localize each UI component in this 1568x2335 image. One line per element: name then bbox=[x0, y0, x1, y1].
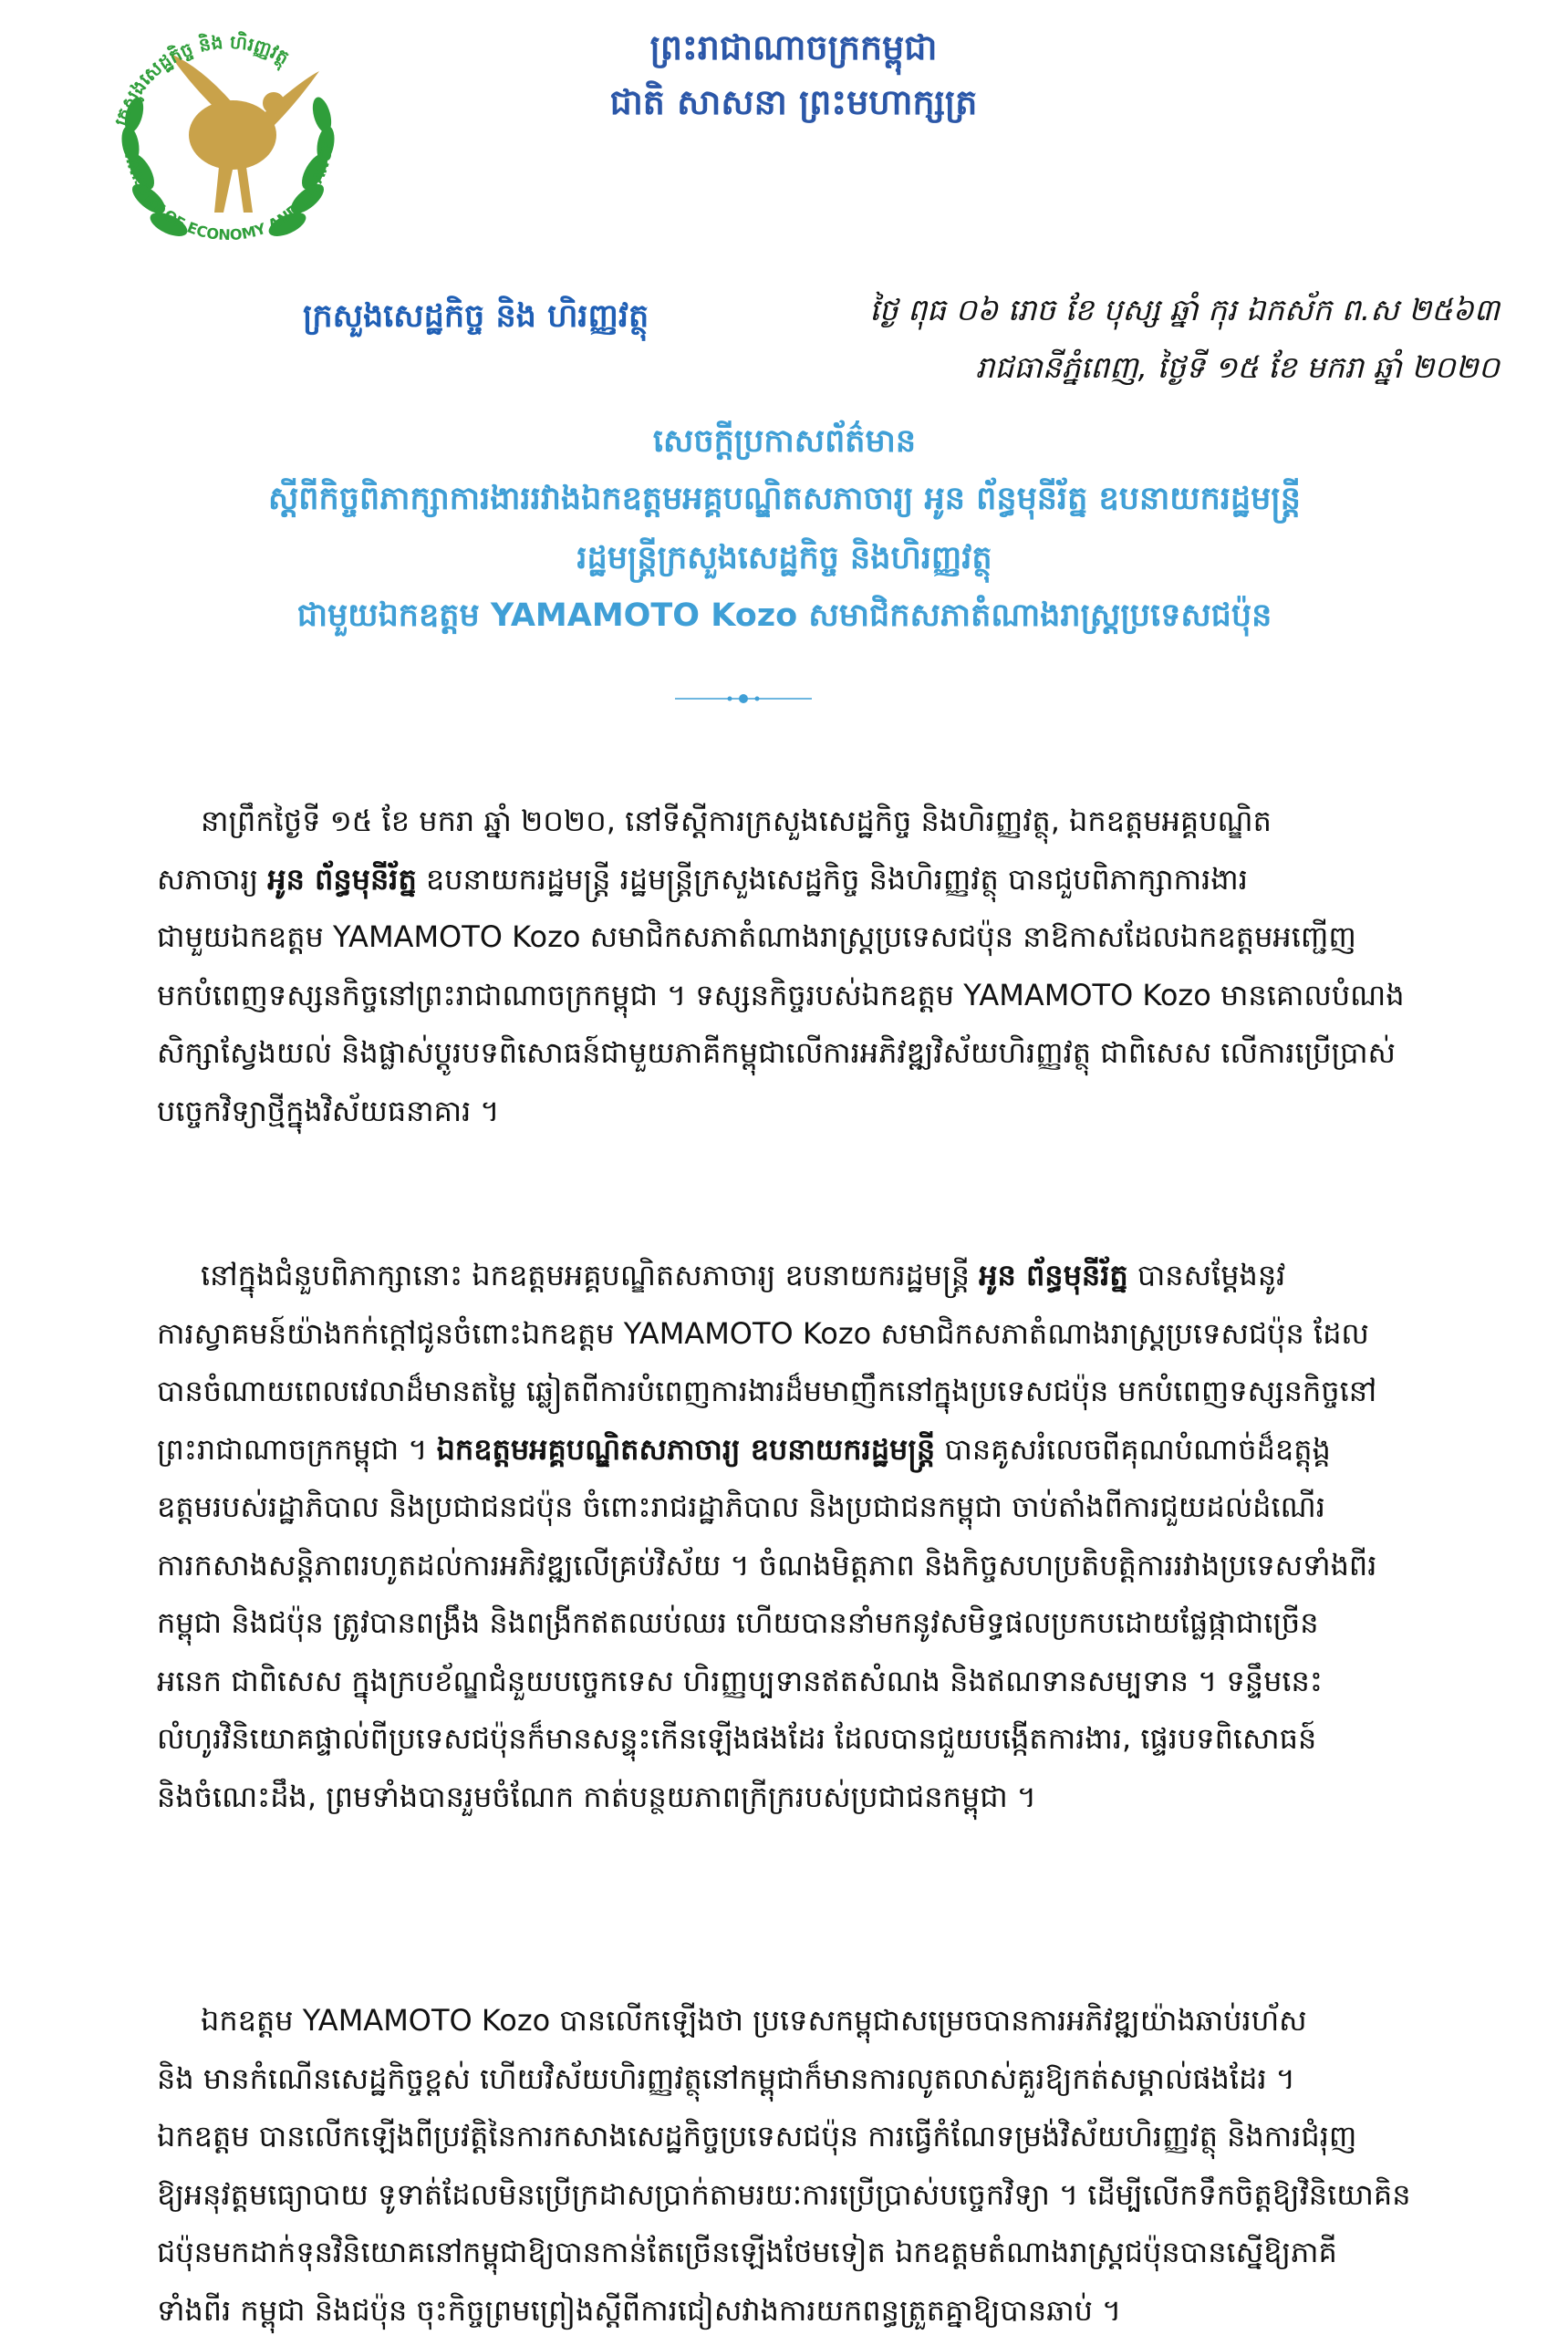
body-line: ទាំងពីរ កម្ពុជា និងជប៉ុន ចុះកិច្ចព្រមព្រៀងស្តីពីការជៀសវាងការយកពន្ធត្រួតគ្នាឱ្យបានឆាប់ ។ bbox=[157, 2292, 1122, 2328]
logo-khmer-text: ក្រសួងសេដ្ឋកិច្ច និង ហិរញ្ញវត្ថុ bbox=[109, 30, 294, 129]
body-line: បច្ចេកវិទ្យាថ្មីក្នុងវិស័យធនាគារ ។ bbox=[157, 1093, 500, 1128]
body-line: សិក្សាស្វែងយល់ និងផ្លាស់ប្តូរបទពិសោធន៍ជាមួយភាគីកម្ពុជាលើការអភិវឌ្ឍវិស័យហិរញ្ញវត្ថុ ជាពិសេស លើការប្រើប្រាស់ bbox=[157, 1035, 1397, 1070]
body-line bbox=[157, 861, 1498, 904]
text-segment: សភាចារ្យ bbox=[157, 861, 268, 897]
solar-date: រាជធានីភ្នំពេញ, ថ្ងៃទី ១៥ ខែ មករា ឆ្នាំ ២០២០ bbox=[975, 349, 1500, 385]
text-segment: ព្រះរាជាណាចក្រកម្ពុជា ។ bbox=[157, 1431, 437, 1467]
bird-emblem-icon bbox=[169, 53, 319, 213]
body-line: អនេក ជាពិសេស ក្នុងក្របខ័ណ្ឌជំនួយបច្ចេកទេស ហិរញ្ញប្បទានឥតសំណង និងឥណទានសម្បទាន ។ ទន្ទឹមនេះ bbox=[157, 1663, 1323, 1698]
bold-name: ឯកឧត្តមអគ្គបណ្ឌិតសភាចារ្យ ឧបនាយករដ្ឋមន្ត្រី bbox=[436, 1431, 936, 1467]
body-line: លំហូរវិនិយោគផ្ទាល់ពីប្រទេសជប៉ុនក៏មានសន្ទុះកើនឡើងផងដែរ ដែលបានជួយបង្កើតការងារ, ផ្ទេរបទពិសោធន៍ bbox=[157, 1721, 1317, 1756]
lunar-date: ថ្ងៃ ពុធ ០៦ រោច ខែ បុស្ស ឆ្នាំ កុរ ឯកស័ក ព.ស ២៥៦៣ bbox=[869, 292, 1500, 327]
body-line: មកបំពេញទស្សនកិច្ចនៅព្រះរាជាណាចក្រកម្ពុជា ។ ទស្សនកិច្ចរបស់ឯកឧត្តម YAMAMOTO Kozo មានគោលបំណង bbox=[157, 977, 1405, 1012]
logo-text: MINISTRY OF ECONOMY AND FINANCE bbox=[119, 140, 337, 244]
ornament-divider-icon bbox=[675, 691, 812, 706]
body-line: ការកសាងសន្តិភាពរហូតដល់ការអភិវឌ្ឍលើគ្រប់វិស័យ ។ ចំណងមិត្តភាព និងកិច្ចសហប្រតិបត្តិការរវាងប្រទេសទាំងពីរ bbox=[157, 1547, 1377, 1583]
body-line: ការស្វាគមន៍យ៉ាងកក់ក្តៅជូនចំពោះឯកឧត្តម YAMAMOTO Kozo សមាជិកសភាតំណាងរាស្ត្រប្រទេសជប៉ុន ដែល bbox=[157, 1315, 1369, 1351]
text-segment: ឧបនាយករដ្ឋមន្ត្រី រដ្ឋមន្ត្រីក្រសួងសេដ្ឋកិច្ច និងហិរញ្ញវត្ថុ បានជួបពិភាក្សាការងារ bbox=[416, 861, 1248, 897]
bold-name: អូន ព័ន្ធមុនីរ័ត្ន bbox=[979, 1258, 1128, 1292]
body-line: ឯកឧត្តម YAMAMOTO Kozo បានលើកឡើងថា ប្រទេសកម្ពុជាសម្រេចបានការអភិវឌ្ឍយ៉ាងឆាប់រហ័ស bbox=[201, 2003, 1307, 2038]
body-line: ឱ្យអនុវត្តមធ្យោបាយ ទូទាត់ដែលមិនប្រើក្រដាសប្រាក់តាមរយៈការប្រើប្រាស់បច្ចេកវិទ្យា ។ ដើម្បីលើកទឹកចិត្តឱ្យវិនិយោគិន bbox=[157, 2176, 1411, 2212]
body-line bbox=[201, 1257, 1498, 1300]
body-line: និងចំណេះដឹង, ព្រមទាំងបានរួមចំណែក កាត់បន្ថយភាពក្រីក្ររបស់ប្រជាជនកម្ពុជា ។ bbox=[157, 1779, 1036, 1814]
title-line-4: ជាមួយឯកឧត្តម YAMAMOTO Kozo សមាជិកសភាតំណាងរាស្ត្រប្រទេសជប៉ុន bbox=[296, 597, 1272, 634]
kingdom-heading bbox=[566, 20, 1022, 130]
national-motto: ជាតិ សាសនា ព្រះមហាក្សត្រ bbox=[609, 82, 978, 122]
body-line: នាព្រឹកថ្ងៃទី ១៥ ខែ មករា ឆ្នាំ ២០២០, នៅទីស្តីការក្រសួងសេដ្ឋកិច្ច និងហិរញ្ញវត្ថុ, ឯកឧត្តមអគ្គបណ្ឌិត bbox=[201, 804, 1272, 838]
body-line: ឧត្តមរបស់រដ្ឋាភិបាល និងប្រជាជនជប៉ុន ចំពោះរាជរដ្ឋាភិបាល និងប្រជាជនកម្ពុជា ចាប់តាំងពីការជួយដល់ដំណើរ bbox=[157, 1489, 1325, 1524]
title-line-1: សេចក្តីប្រកាសព័ត៌មាន bbox=[652, 423, 917, 460]
body-line bbox=[157, 1431, 1498, 1474]
title-line-2: ស្តីពីកិច្ចពិភាក្សាការងាររវាងឯកឧត្តមអគ្គបណ្ឌិតសភាចារ្យ អូន ព័ន្ធមុនីរ័ត្ន ឧបនាយករដ្ឋមន្ត្រី bbox=[267, 481, 1301, 517]
body-line: ជប៉ុនមកដាក់ទុនវិនិយោគនៅកម្ពុជាឱ្យបានកាន់តែច្រើនឡើងថែមទៀត ឯកឧត្តមតំណាងរាស្ត្រជប៉ុនបានស្នើឱ្យភាគី bbox=[157, 2235, 1337, 2269]
body-line: ជាមួយឯកឧត្តម YAMAMOTO Kozo សមាជិកសភាតំណាងរាស្ត្រប្រទេសជប៉ុន នាឱកាសដែលឯកឧត្តមអញ្ជើញ bbox=[157, 919, 1356, 954]
text-segment: បានសម្តែងនូវ bbox=[1127, 1258, 1286, 1292]
body-line: ឯកឧត្តម បានលើកឡើងពីប្រវត្តិនៃការកសាងសេដ្ឋកិច្ចប្រទេសជប៉ុន ការធ្វើកំណែទម្រង់វិស័យហិរញ្ញវត្ថុ និងការជំរុញ bbox=[157, 2119, 1357, 2153]
ministry-name: ក្រសួងសេដ្ឋកិច្ច និង ហិរញ្ញវត្ថុ bbox=[303, 298, 649, 335]
kingdom-name: ព្រះរាជាណាចក្រកម្ពុជា bbox=[649, 27, 938, 67]
bold-name: អូន ព័ន្ធមុនីរ័ត្ន bbox=[267, 861, 417, 897]
ministry-logo bbox=[87, 16, 369, 290]
text-segment: នៅក្នុងជំនួបពិភាក្សានោះ ឯកឧត្តមអគ្គបណ្ឌិតសភាចារ្យ ឧបនាយករដ្ឋមន្ត្រី bbox=[201, 1258, 980, 1292]
title-line-3: រដ្ឋមន្ត្រីក្រសួងសេដ្ឋកិច្ច និងហិរញ្ញវត្ថុ bbox=[576, 540, 992, 576]
body-line: កម្ពុជា និងជប៉ុន ត្រូវបានពង្រឹង និងពង្រីកឥតឈប់ឈរ ហើយបាននាំមកនូវសមិទ្ធផលប្រកបដោយផ្លែផ្កាជាច្រើន bbox=[157, 1605, 1319, 1640]
text-segment: បានគូសរំលេចពីគុណបំណាច់ដ៏ឧត្តុង្គ bbox=[935, 1431, 1331, 1467]
body-line: និង មានកំណើនសេដ្ឋកិច្ចខ្ពស់ ហើយវិស័យហិរញ្ញវត្ថុនៅកម្ពុជាក៏មានការលូតលាស់គួរឱ្យកត់សម្គាល់ផងដែរ ។ bbox=[157, 2060, 1295, 2096]
body-line: បានចំណាយពេលវេលាដ៏មានតម្លៃ ឆ្លៀតពីការបំពេញការងារដ៏មមាញឹកនៅក្នុងប្រទេសជប៉ុន មកបំពេញទស្សនកិច្ចនៅ bbox=[157, 1374, 1377, 1408]
